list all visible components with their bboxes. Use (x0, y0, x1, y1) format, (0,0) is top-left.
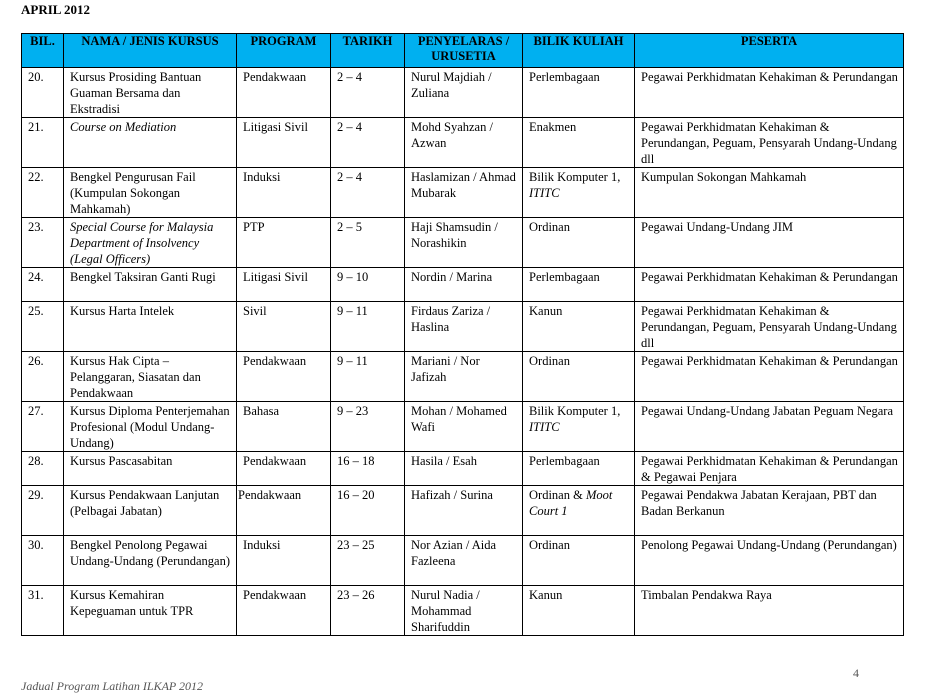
cell-bilik: Enakmen (523, 118, 635, 168)
cell-tarikh: 16 – 20 (331, 486, 405, 536)
cell-bil: 31. (22, 586, 64, 636)
cell-tarikh: 9 – 10 (331, 268, 405, 302)
cell-nama: Kursus Hak Cipta – Pelanggaran, Siasatan dan Pendakwaan (64, 352, 237, 402)
cell-bil: 24. (22, 268, 64, 302)
cell-program: Pendakwaan (237, 68, 331, 118)
cell-nama: Kursus Pascasabitan (64, 452, 237, 486)
cell-bilik (523, 168, 635, 218)
cell-tarikh: 2 – 4 (331, 168, 405, 218)
table-row (22, 268, 904, 302)
table-row (22, 302, 904, 352)
cell-penyelaras: Haslamizan / Ahmad Mubarak (405, 168, 523, 218)
cell-program: Litigasi Sivil (237, 118, 331, 168)
cell-nama: Course on Mediation (64, 118, 237, 168)
cell-tarikh: 9 – 11 (331, 302, 405, 352)
cell-nama: Kursus Diploma Penterjemahan Profesional (Modul Undang-Undang) (64, 402, 237, 452)
cell-tarikh: 9 – 23 (331, 402, 405, 452)
cell-bil: 23. (22, 218, 64, 268)
cell-peserta: Pegawai Undang-Undang JIM (635, 218, 904, 268)
table-row (22, 218, 904, 268)
bilik-text: Bilik Komputer 1, (529, 404, 621, 418)
table-row (22, 586, 904, 636)
cell-penyelaras: Nor Azian / Aida Fazleena (405, 536, 523, 586)
table-row (22, 536, 904, 586)
cell-penyelaras: Nordin / Marina (405, 268, 523, 302)
cell-penyelaras: Haji Shamsudin / Norashikin (405, 218, 523, 268)
cell-nama: Kursus Pendakwaan Lanjutan (Pelbagai Jabatan) (64, 486, 237, 536)
bilik-text-italic: ITITC (529, 420, 560, 434)
cell-bilik: Ordinan (523, 352, 635, 402)
cell-tarikh: 23 – 25 (331, 536, 405, 586)
cell-nama: Bengkel Taksiran Ganti Rugi (64, 268, 237, 302)
cell-tarikh: 2 – 5 (331, 218, 405, 268)
month-title: APRIL 2012 (21, 2, 90, 17)
cell-bilik: Kanun (523, 586, 635, 636)
cell-peserta: Pegawai Perkhidmatan Kehakiman & Perundangan (635, 268, 904, 302)
cell-peserta: Pegawai Perkhidmatan Kehakiman & Perundangan (635, 68, 904, 118)
cell-bil: 26. (22, 352, 64, 402)
cell-tarikh: 9 – 11 (331, 352, 405, 402)
table-row (22, 352, 904, 402)
bilik-text: Ordinan & (529, 488, 586, 502)
table-header-row (22, 34, 904, 68)
bilik-text-italic: Moot Court 1 (529, 488, 613, 518)
cell-program: Sivil (237, 302, 331, 352)
cell-bil: 22. (22, 168, 64, 218)
cell-nama: Kursus Prosiding Bantuan Guaman Bersama dan Ekstradisi (64, 68, 237, 118)
cell-bilik: Perlembagaan (523, 68, 635, 118)
cell-bilik: Perlembagaan (523, 268, 635, 302)
cell-bil: 30. (22, 536, 64, 586)
col-header-bil: BIL. (22, 34, 64, 68)
cell-bilik: Perlembagaan (523, 452, 635, 486)
cell-program: Induksi (237, 168, 331, 218)
cell-program: PTP (237, 218, 331, 268)
cell-program: Pendakwaan (237, 352, 331, 402)
cell-peserta: Pegawai Pendakwa Jabatan Kerajaan, PBT dan Badan Berkanun (635, 486, 904, 536)
bilik-text: Bilik Komputer 1, (529, 170, 621, 184)
cell-penyelaras: Nurul Majdiah / Zuliana (405, 68, 523, 118)
cell-nama: Bengkel Penolong Pegawai Undang-Undang (Perundangan) (64, 536, 237, 586)
cell-nama: Kursus Harta Intelek (64, 302, 237, 352)
table-row (22, 68, 904, 118)
cell-penyelaras: Firdaus Zariza / Haslina (405, 302, 523, 352)
cell-bil: 29. (22, 486, 64, 536)
cell-program: Bahasa (237, 402, 331, 452)
cell-penyelaras: Mohd Syahzan / Azwan (405, 118, 523, 168)
cell-peserta: Pegawai Undang-Undang Jabatan Peguam Negara (635, 402, 904, 452)
cell-bilik: Kanun (523, 302, 635, 352)
bilik-text-italic: ITITC (529, 186, 560, 200)
table-row (22, 452, 904, 486)
cell-program: Litigasi Sivil (237, 268, 331, 302)
col-header-tarikh: TARIKH (331, 34, 405, 68)
cell-penyelaras: Hafizah / Surina (405, 486, 523, 536)
cell-bil: 27. (22, 402, 64, 452)
cell-penyelaras: Mohan / Mohamed Wafi (405, 402, 523, 452)
cell-bil: 25. (22, 302, 64, 352)
cell-penyelaras: Mariani / Nor Jafizah (405, 352, 523, 402)
cell-program: Induksi (237, 536, 331, 586)
cell-bilik (523, 486, 635, 536)
cell-penyelaras: Nurul Nadia / Mohammad Sharifuddin (405, 586, 523, 636)
cell-peserta: Kumpulan Sokongan Mahkamah (635, 168, 904, 218)
cell-nama: Kursus Kemahiran Kepeguaman untuk TPR (64, 586, 237, 636)
cell-peserta: Pegawai Perkhidmatan Kehakiman & Perundangan (635, 352, 904, 402)
cell-penyelaras: Hasila / Esah (405, 452, 523, 486)
cell-program: Pendakwaan (237, 486, 331, 536)
col-header-peserta: PESERTA (635, 34, 904, 68)
col-header-program: PROGRAM (237, 34, 331, 68)
table-row (22, 118, 904, 168)
table-row (22, 402, 904, 452)
cell-peserta: Pegawai Perkhidmatan Kehakiman & Perundangan & Pegawai Penjara (635, 452, 904, 486)
cell-tarikh: 2 – 4 (331, 118, 405, 168)
cell-tarikh: 2 – 4 (331, 68, 405, 118)
cell-peserta: Timbalan Pendakwa Raya (635, 586, 904, 636)
cell-peserta: Pegawai Perkhidmatan Kehakiman & Perundangan, Peguam, Pensyarah Undang-Undang dll (635, 302, 904, 352)
cell-bilik (523, 402, 635, 452)
cell-bil: 20. (22, 68, 64, 118)
col-header-bilik: BILIK KULIAH (523, 34, 635, 68)
cell-program: Pendakwaan (237, 452, 331, 486)
col-header-penyelaras: PENYELARAS / URUSETIA (405, 34, 523, 68)
training-schedule-table (21, 33, 904, 636)
cell-nama: Bengkel Pengurusan Fail (Kumpulan Sokongan Mahkamah) (64, 168, 237, 218)
page-number: 4 (853, 666, 859, 680)
cell-peserta: Penolong Pegawai Undang-Undang (Perundangan) (635, 536, 904, 586)
table-row (22, 168, 904, 218)
cell-tarikh: 16 – 18 (331, 452, 405, 486)
table-row (22, 486, 904, 536)
cell-bilik: Ordinan (523, 536, 635, 586)
cell-bil: 28. (22, 452, 64, 486)
cell-bilik: Ordinan (523, 218, 635, 268)
cell-peserta: Pegawai Perkhidmatan Kehakiman & Perundangan, Peguam, Pensyarah Undang-Undang dll (635, 118, 904, 168)
cell-tarikh: 23 – 26 (331, 586, 405, 636)
cell-program: Pendakwaan (237, 586, 331, 636)
cell-bil: 21. (22, 118, 64, 168)
col-header-nama: NAMA / JENIS KURSUS (64, 34, 237, 68)
page-footer: Jadual Program Latihan ILKAP 2012 (21, 679, 204, 693)
cell-nama: Special Course for Malaysia Department of Insolvency (Legal Officers) (64, 218, 237, 268)
